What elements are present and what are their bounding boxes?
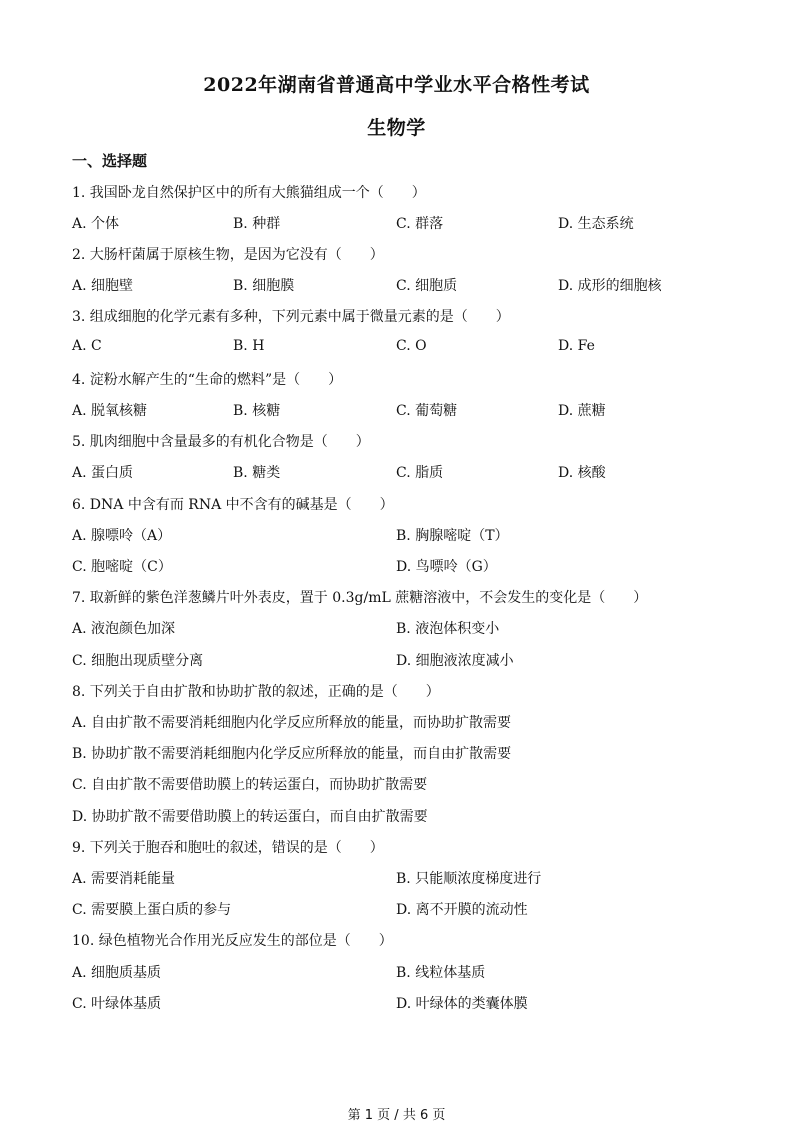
option-d: D. 协助扩散不需要借助膜上的转运蛋白，而自由扩散需要 xyxy=(72,809,428,825)
option-c: C. 群落 xyxy=(396,216,444,232)
option-c: C. 胞嘧啶（C） xyxy=(72,559,172,575)
option-c: C. O xyxy=(396,338,427,354)
option-c: C. 需要膜上蛋白质的参与 xyxy=(72,902,232,918)
option-a: A. 细胞质基质 xyxy=(72,965,162,981)
option-a: A. 需要消耗能量 xyxy=(72,871,176,887)
option-d: D. 叶绿体的类囊体膜 xyxy=(396,996,528,1012)
section-heading: 一、选择题 xyxy=(72,152,148,170)
option-b: B. 细胞膜 xyxy=(233,278,295,294)
question-stem: 4. 淀粉水解产生的“生命的燃料”是（ ） xyxy=(72,372,343,388)
question-stem: 1. 我国卧龙自然保护区中的所有大熊猫组成一个（ ） xyxy=(72,185,426,201)
option-c: C. 叶绿体基质 xyxy=(72,996,162,1012)
option-b: B. 线粒体基质 xyxy=(396,965,486,981)
option-d: D. 核酸 xyxy=(558,465,606,481)
option-c: C. 细胞质 xyxy=(396,278,458,294)
option-b: B. 液泡体积变小 xyxy=(396,621,500,637)
question-stem: 7. 取新鲜的紫色洋葱鳞片叶外表皮，置于 0.3g/mL 蔗糖溶液中，不会发生的变化是（ ） xyxy=(72,590,648,606)
option-a: A. 腺嘌呤（A） xyxy=(72,528,172,544)
question-stem: 5. 肌肉细胞中含量最多的有机化合物是（ ） xyxy=(72,434,370,450)
option-d: D. 鸟嘌呤（G） xyxy=(396,559,497,575)
option-a: A. 细胞壁 xyxy=(72,278,134,294)
option-a: A. 蛋白质 xyxy=(72,465,134,481)
option-d: D. 细胞液浓度减小 xyxy=(396,653,514,669)
option-d: D. 蔗糖 xyxy=(558,403,606,419)
page-number: 第 1 页 / 共 6 页 xyxy=(347,1108,446,1123)
option-d: D. 成形的细胞核 xyxy=(558,278,662,294)
question-stem: 8. 下列关于自由扩散和协助扩散的叙述，正确的是（ ） xyxy=(72,684,440,700)
option-c: C. 自由扩散不需要借助膜上的转运蛋白，而协助扩散需要 xyxy=(72,777,428,793)
option-a: A. 脱氧核糖 xyxy=(72,403,148,419)
question-stem: 3. 组成细胞的化学元素有多种，下列元素中属于微量元素的是（ ） xyxy=(72,309,510,325)
option-a: A. C xyxy=(72,338,102,354)
option-b: B. 胸腺嘧啶（T） xyxy=(396,528,509,544)
option-b: B. H xyxy=(233,338,265,354)
subject-title: 生物学 xyxy=(367,117,426,139)
option-b: B. 核糖 xyxy=(233,403,281,419)
option-b: B. 糖类 xyxy=(233,465,281,481)
question-stem: 9. 下列关于胞吞和胞吐的叙述，错误的是（ ） xyxy=(72,840,384,856)
option-a: A. 自由扩散不需要消耗细胞内化学反应所释放的能量，而协助扩散需要 xyxy=(72,715,512,731)
question-stem: 10. 绿色植物光合作用光反应发生的部位是（ ） xyxy=(72,933,393,949)
question-stem: 6. DNA 中含有而 RNA 中不含有的碱基是（ ） xyxy=(72,497,394,513)
option-c: C. 葡萄糖 xyxy=(396,403,458,419)
question-stem: 2. 大肠杆菌属于原核生物，是因为它没有（ ） xyxy=(72,247,384,263)
option-d: D. 离不开膜的流动性 xyxy=(396,902,528,918)
option-b: B. 协助扩散不需要消耗细胞内化学反应所释放的能量，而自由扩散需要 xyxy=(72,746,512,762)
option-b: B. 只能顺浓度梯度进行 xyxy=(396,871,542,887)
option-d: D. Fe xyxy=(558,338,595,354)
exam-title: 2022年湖南省普通高中学业水平合格性考试 xyxy=(203,74,590,96)
option-b: B. 种群 xyxy=(233,216,281,232)
option-d: D. 生态系统 xyxy=(558,216,634,232)
option-a: A. 个体 xyxy=(72,216,120,232)
option-c: C. 脂质 xyxy=(396,465,444,481)
option-a: A. 液泡颜色加深 xyxy=(72,621,176,637)
option-c: C. 细胞出现质壁分离 xyxy=(72,653,204,669)
